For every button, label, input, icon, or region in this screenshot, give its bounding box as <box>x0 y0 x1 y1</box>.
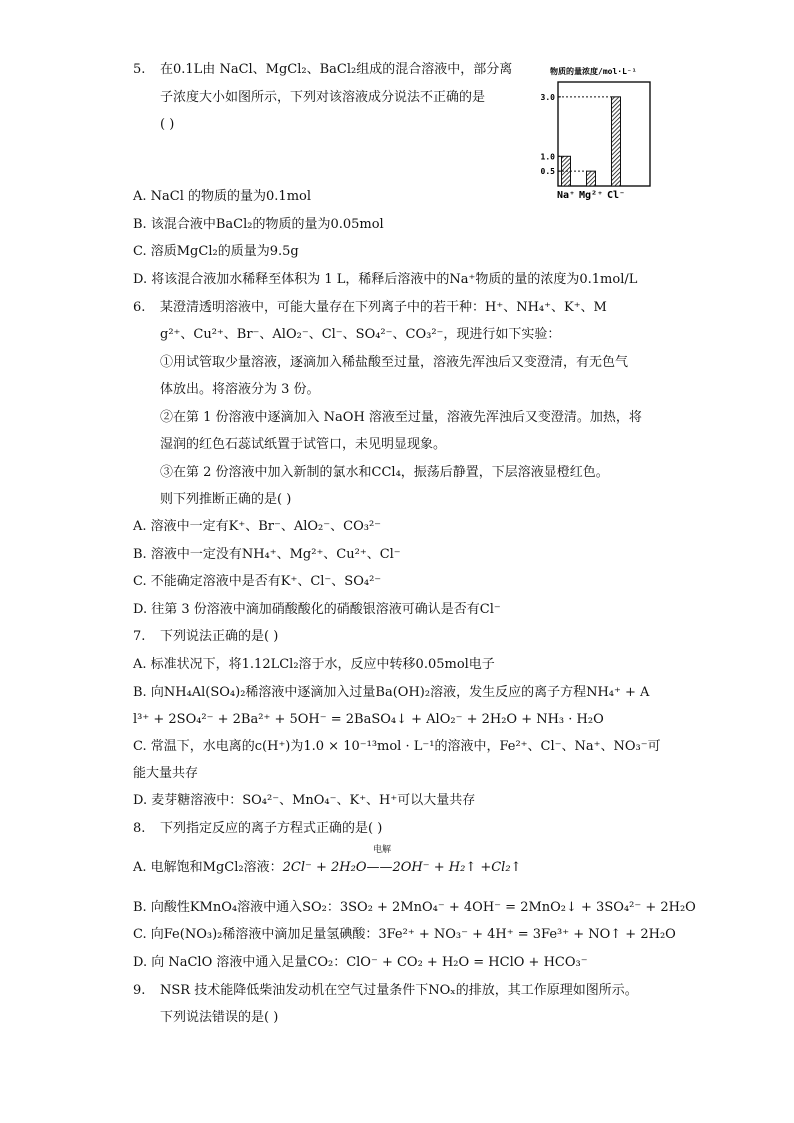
q5-option-c: C. 溶质MgCl₂的质量为9.5g <box>133 244 299 259</box>
chart-title: 物质的量浓度/mol·L⁻¹ <box>550 67 637 76</box>
q5-option-b: B. 该混合液中BaCl₂的物质的量为0.05mol <box>133 217 384 232</box>
y-tick-label: 1.0 <box>540 152 555 162</box>
q7-option-b2: l³⁺ + 2SO₄²⁻ + 2Ba²⁺ + 5OH⁻ = 2BaSO₄↓ + AlO₂⁻ + 2H₂O + NH₃ · H₂O <box>133 712 604 727</box>
q6-line1: 6. 某澄清透明溶液中，可能大量存在下列离子中的若干种：H⁺、NH₄⁺、K⁺、M <box>133 298 607 318</box>
q7-line1: 7. 下列说法正确的是( ) <box>133 627 278 647</box>
q8-electrolysis-condition: 电解 <box>373 845 392 855</box>
bar-1 <box>587 171 596 186</box>
q8-option-c: C. 向Fe(NO₃)₂稀溶液中滴加足量氢碘酸：3Fe²⁺ + NO₃⁻ + 4H⁺ = 3Fe³⁺ + NO↑ + 2H₂O <box>133 927 676 942</box>
q6-ask: 则下列推断正确的是( ) <box>160 492 292 507</box>
q6-number: 6. <box>133 300 146 315</box>
q8-option-d: D. 向 NaClO 溶液中通入足量CO₂：ClO⁻ + CO₂ + H₂O = HClO + HCO₃⁻ <box>133 955 588 970</box>
q6-step1a: ①用试管取少量溶液，逐滴加入稀盐酸至过量，溶液先浑浊后又变澄清，有无色气 <box>160 355 629 370</box>
q7-option-b1: B. 向NH₄Al(SO₄)₂稀溶液中逐滴加入过量Ba(OH)₂溶液，发生反应的离子方程NH₄⁺ + A <box>133 685 650 700</box>
q7-option-c1: C. 常温下，水电离的c(H⁺)为1.0 × 10⁻¹³mol · L⁻¹的溶液中，Fe²⁺、Cl⁻、Na⁺、NO₃⁻可 <box>133 739 661 754</box>
q6-step2a: ②在第 1 份溶液中逐滴加入 NaOH 溶液至过量，溶液先浑浊后又变澄清。加热，将 <box>160 410 642 425</box>
q6-option-d: D. 往第 3 份溶液中滴加硝酸酸化的硝酸银溶液可确认是否有Cl⁻ <box>133 602 501 617</box>
category-label: Cl⁻ <box>606 190 626 201</box>
q5-number: 5. <box>133 62 146 77</box>
chart-frame <box>558 82 650 186</box>
q9-number: 9. <box>133 983 146 998</box>
q6-line2: g²⁺、Cu²⁺、Br⁻、AlO₂⁻、Cl⁻、SO₄²⁻、CO₃²⁻，现进行如下实验： <box>160 327 561 342</box>
chart-axes <box>558 82 650 186</box>
q9-line2: 下列说法错误的是( ) <box>160 1010 279 1025</box>
chart-categories <box>557 190 625 201</box>
q5-line3: ( ) <box>160 117 175 132</box>
chart-bars <box>558 97 621 186</box>
q7-option-a: A. 标准状况下，将1.12LCl₂溶于水，反应中转移0.05mol电子 <box>133 657 495 672</box>
q6-step2b: 湿润的红色石蕊试纸置于试管口，未见明显现象。 <box>160 437 447 452</box>
category-label: Mg²⁺ <box>578 190 604 201</box>
q8-number: 8. <box>133 821 146 836</box>
q6-step1b: 体放出。将溶液分为 3 份。 <box>160 382 320 397</box>
q8-line1: 8. 下列指定反应的离子方程式正确的是( ) <box>133 819 382 839</box>
q6-step3: ③在第 2 份溶液中加入新制的氯水和CCl₄，振荡后静置，下层溶液显橙红色。 <box>160 465 609 480</box>
q8-option-a-equation: 2Cl⁻ + 2H₂O——2OH⁻ + H₂↑ +Cl₂↑ <box>282 860 522 875</box>
q8-option-a: A. 电解饱和MgCl₂溶液：2Cl⁻ + 2H₂O——2OH⁻ + H₂↑ +Cl₂↑ <box>133 860 522 875</box>
q5-option-a: A. NaCl 的物质的量为0.1mol <box>133 189 312 204</box>
y-tick-label: 0.5 <box>540 167 555 177</box>
q9-line1: 9. NSR 技术能降低柴油发动机在空气过量条件下NOₓ的排放，其工作原理如图所示。 <box>133 981 638 1001</box>
bar-2 <box>612 97 621 186</box>
ion-concentration-chart <box>528 60 668 210</box>
q6-option-c: C. 不能确定溶液中是否有K⁺、Cl⁻、SO₄²⁻ <box>133 574 382 589</box>
q5-line2: 子浓度大小如图所示，下列对该溶液成分说法不正确的是 <box>160 90 486 105</box>
q7-option-d: D. 麦芽糖溶液中：SO₄²⁻、MnO₄⁻、K⁺、H⁺可以大量共存 <box>133 793 476 808</box>
y-tick-label: 3.0 <box>540 92 555 102</box>
q6-option-b: B. 溶液中一定没有NH₄⁺、Mg²⁺、Cu²⁺、Cl⁻ <box>133 547 401 562</box>
category-label: Na⁺ <box>556 190 576 201</box>
q6-option-a: A. 溶液中一定有K⁺、Br⁻、AlO₂⁻、CO₃²⁻ <box>133 519 382 534</box>
q7-number: 7. <box>133 629 146 644</box>
q5-line1: 5. 在0.1L由 NaCl、MgCl₂、BaCl₂组成的混合溶液中，部分离 <box>133 60 512 80</box>
q7-option-c2: 能大量共存 <box>133 766 199 781</box>
q5-option-d: D. 将该混合液加水稀释至体积为 1 L，稀释后溶液中的Na⁺物质的量的浓度为0.1mol/L <box>133 272 638 287</box>
q8-option-b: B. 向酸性KMnO₄溶液中通入SO₂：3SO₂ + 2MnO₄⁻ + 4OH⁻ = 2MnO₂↓ + 3SO₄²⁻ + 2H₂O <box>133 900 696 915</box>
